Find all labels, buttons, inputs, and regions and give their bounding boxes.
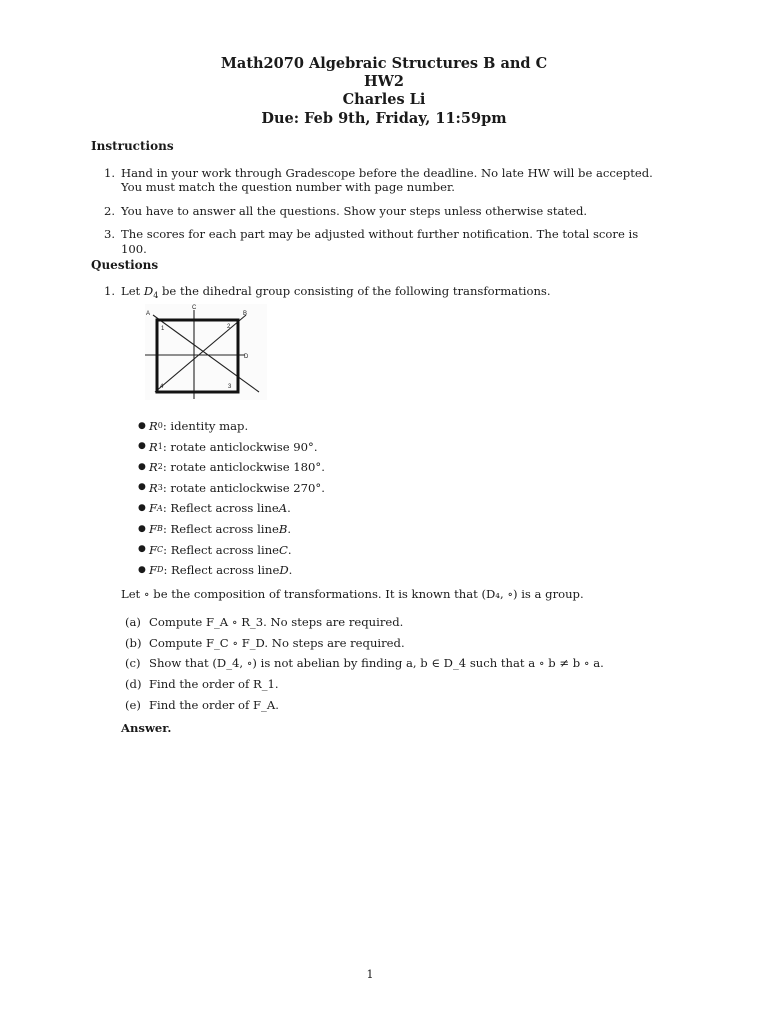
transformation-item	[138, 498, 325, 519]
bullet-dot: ●	[138, 503, 146, 514]
part-label: (a)	[125, 615, 141, 630]
label-d: D	[244, 354, 249, 360]
transform-description: : identity map.	[162, 419, 249, 434]
bullet-dot: ●	[138, 420, 146, 431]
part-label: (c)	[125, 656, 141, 671]
transform-symbol: F	[149, 542, 158, 557]
transformation-item	[138, 457, 325, 478]
question-part	[125, 695, 604, 716]
transform-description: : rotate anticlockwise 90°.	[162, 439, 318, 454]
instructions-heading: Instructions	[91, 139, 174, 153]
line-end: .	[288, 563, 293, 578]
transform-symbol: R	[149, 460, 158, 475]
transform-subscript: D	[157, 565, 164, 575]
part-label: (e)	[125, 697, 141, 712]
page-number: 1	[366, 968, 374, 981]
part-text: Find the order of F_A.	[149, 697, 279, 712]
transform-symbol: R	[149, 419, 158, 434]
label-b: B	[243, 311, 248, 317]
instruction-item	[104, 227, 664, 256]
part-text: Compute F_A ∘ R_3. No steps are required.	[149, 615, 404, 630]
transformation-item	[138, 540, 325, 561]
transform-symbol: R	[149, 480, 158, 495]
part-text: Compute F_C ∘ F_D. No steps are required.	[149, 635, 405, 650]
instruction-item	[104, 204, 664, 218]
question-intro-text	[121, 284, 551, 301]
instruction-number: 3.	[104, 227, 116, 242]
question-part	[125, 674, 604, 695]
transform-symbol: F	[149, 563, 158, 578]
line-end: .	[287, 542, 292, 557]
instruction-number: 2.	[104, 203, 116, 218]
square-symmetry-figure	[145, 304, 267, 400]
intro-sub: 4	[153, 291, 159, 300]
transformation-item	[138, 437, 325, 458]
answer-label: Answer.	[121, 721, 172, 735]
transform-description: : Reflect across line	[162, 501, 279, 516]
homework-title: HW2	[363, 73, 405, 91]
transform-subscript: B	[157, 524, 163, 534]
transform-description: : Reflect across line	[163, 563, 280, 578]
transform-subscript: 2	[157, 462, 163, 472]
question-part	[125, 653, 604, 674]
instruction-number: 1.	[104, 166, 116, 180]
transform-description: : Reflect across line	[163, 542, 280, 557]
transformations-list	[138, 416, 325, 581]
questions-heading: Questions	[91, 258, 159, 272]
part-label: (b)	[125, 635, 142, 650]
transform-subscript: 3	[157, 483, 163, 493]
part-text: Show that (D_4, ∘) is not abelian by finding a, b ∈ D_4 such that a ∘ b ≠ b ∘ a.	[149, 656, 604, 671]
line-name: D	[279, 563, 289, 578]
intro-pre: Let	[121, 284, 144, 298]
intro-var: D	[143, 284, 154, 298]
transform-subscript: A	[157, 503, 163, 513]
part-label: (d)	[125, 677, 142, 692]
bullet-dot: ●	[138, 544, 146, 555]
transform-symbol: R	[149, 439, 158, 454]
label-a: A	[146, 311, 151, 317]
question-part	[125, 633, 604, 654]
instruction-text: You have to answer all the questions. Show your steps unless otherwise stated.	[121, 203, 588, 218]
part-text: Find the order of R_1.	[149, 677, 279, 692]
transformation-item	[138, 416, 325, 437]
intro-post: be the dihedral group consisting of the following transformations.	[158, 284, 551, 298]
line-name: C	[279, 542, 288, 557]
transform-subscript: C	[157, 544, 164, 554]
line-end: .	[287, 522, 292, 537]
group-statement: Let ∘ be the composition of transformations. It is known that (D₄, ∘) is a group.	[121, 587, 584, 601]
line-name: A	[278, 501, 288, 516]
transform-symbol: F	[149, 522, 158, 537]
corner-4: 4	[160, 384, 164, 390]
transformation-item	[138, 478, 325, 499]
corner-2: 2	[227, 324, 231, 330]
transformation-item	[138, 560, 325, 581]
instruction-text: The scores for each part may be adjusted without further notification. The total score is 100.	[121, 227, 639, 256]
course-title: Math2070 Algebraic Structures B and C	[220, 55, 548, 72]
square-diagram	[145, 304, 267, 400]
instruction-text: Hand in your work through Gradescope before the deadline. No late HW will be accepted. You must match the question number with page number.	[121, 166, 653, 195]
corner-1: 1	[161, 326, 165, 332]
transform-symbol: F	[149, 501, 158, 516]
transform-subscript: 0	[157, 421, 163, 431]
bullet-dot: ●	[138, 523, 146, 534]
instruction-item	[104, 166, 664, 195]
question-1-intro	[104, 284, 551, 301]
bullet-dot: ●	[138, 461, 146, 472]
transform-description: : rotate anticlockwise 180°.	[162, 460, 325, 475]
question-part	[125, 612, 604, 633]
bullet-dot: ●	[138, 482, 146, 493]
bullet-dot: ●	[138, 441, 146, 452]
document-header	[0, 55, 768, 128]
question-number: 1.	[104, 284, 116, 298]
transform-description: : rotate anticlockwise 270°.	[162, 480, 325, 495]
transformation-item	[138, 519, 325, 540]
transform-description: : Reflect across line	[162, 522, 279, 537]
label-c: C	[192, 305, 197, 311]
instructions-list	[104, 166, 664, 265]
corner-3: 3	[228, 384, 232, 390]
due-date: Due: Feb 9th, Friday, 11:59pm	[261, 109, 507, 127]
line-name: B	[278, 522, 288, 537]
question-parts-list	[125, 612, 604, 715]
author-name: Charles Li	[342, 91, 426, 109]
line-end: .	[287, 501, 291, 516]
transform-subscript: 1	[157, 441, 163, 451]
bullet-dot: ●	[138, 564, 146, 575]
